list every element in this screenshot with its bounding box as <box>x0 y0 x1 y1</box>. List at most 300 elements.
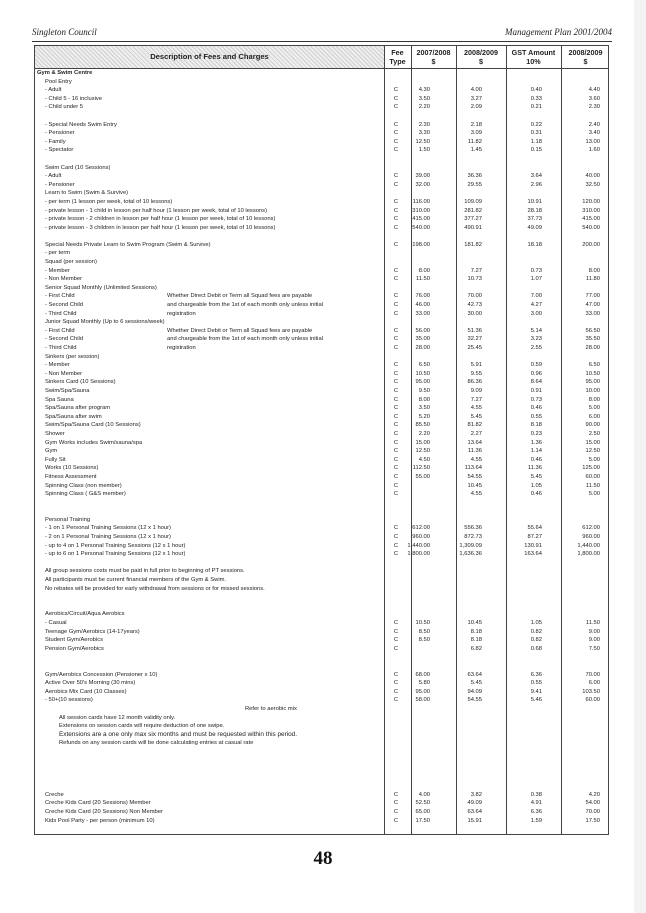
table-row <box>35 301 608 310</box>
row-2008-2009: 12.50 <box>585 448 600 455</box>
page-edge-shadow <box>634 0 646 913</box>
row-2007-2008: 15.00 <box>415 439 430 446</box>
row-2008-2009-exgst: 4.55 <box>470 405 482 412</box>
row-2008-2009-exgst: 5.91 <box>470 362 482 369</box>
row-2008-2009: 60.00 <box>585 697 600 704</box>
row-2007-2008: 198.00 <box>412 241 430 248</box>
row-fee-type: C <box>393 448 399 455</box>
table-row <box>35 456 608 465</box>
row-gst-amount: 6.36 <box>530 809 542 816</box>
row-fee-type: C <box>393 87 399 94</box>
row-fee-type: C <box>393 542 399 549</box>
row-2007-2008: 960.00 <box>412 534 430 541</box>
table-row <box>35 292 608 301</box>
row-2008-2009-exgst: 13.64 <box>467 439 482 446</box>
row-2008-2009-exgst: 2.27 <box>470 430 482 437</box>
table-row <box>35 464 608 473</box>
row-2007-2008: 2.20 <box>418 430 430 437</box>
row-description: - 2 on 1 Personal Training Sessions (12 x 1 hour) <box>45 534 171 541</box>
row-2008-2009: 3.60 <box>588 95 600 102</box>
row-fee-type: C <box>393 697 399 704</box>
row-description: Senior Squad Monthly (Unlimited Sessions) <box>45 284 157 291</box>
row-description: - Non Member <box>45 276 83 283</box>
row-gst-amount: 163.64 <box>524 551 542 558</box>
table-row <box>35 499 608 508</box>
row-description: All session cards have 12 month validity only. <box>59 714 176 721</box>
row-description: Spa Sauna <box>45 396 74 403</box>
row-fee-type: C <box>393 637 399 644</box>
table-row <box>35 138 608 147</box>
row-2008-2009: 960.00 <box>582 534 600 541</box>
row-fee-type: C <box>393 138 399 145</box>
table-row <box>35 662 608 671</box>
row-gst-amount: 7.00 <box>530 293 542 300</box>
row-2007-2008: 5.20 <box>418 413 430 420</box>
row-2008-2009: 1,800.00 <box>577 551 600 558</box>
table-row <box>35 396 608 405</box>
row-fee-type: C <box>393 551 399 558</box>
row-2008-2009: 8.00 <box>588 396 600 403</box>
table-row <box>35 653 608 662</box>
row-fee-type: C <box>393 525 399 532</box>
row-description: - up to 6 on 1 Personal Training Sessions (12 x 1 hour) <box>45 551 186 558</box>
row-description: Personal Training <box>45 516 91 523</box>
row-2008-2009: 40.00 <box>585 173 600 180</box>
row-2008-2009-exgst: 7.27 <box>470 267 482 274</box>
row-fee-type: C <box>393 241 399 248</box>
col-header-y3-l2: $ <box>583 57 588 66</box>
row-2008-2009: 15.00 <box>585 439 600 446</box>
row-description: - Child 5 - 16 inclusive <box>45 95 103 102</box>
row-fee-type: C <box>393 336 399 343</box>
col-header-gst-l2: 10% <box>526 57 541 66</box>
row-2008-2009-exgst: 3.09 <box>470 130 482 137</box>
row-2008-2009-exgst: 2.18 <box>470 121 482 128</box>
row-2008-2009: 32.50 <box>585 181 600 188</box>
row-2007-2008: 85.50 <box>415 422 430 429</box>
row-2008-2009-exgst: 2.09 <box>470 104 482 111</box>
row-gst-amount: 0.23 <box>530 430 542 437</box>
row-gst-amount: 11.36 <box>527 465 542 472</box>
row-description: Learn to Swim (Swim & Survive) <box>45 190 129 197</box>
col-header-y3-l1: 2008/2009 <box>568 48 603 57</box>
col-header-fee-type <box>384 48 411 66</box>
row-2008-2009: 2.30 <box>588 104 600 111</box>
table-row <box>35 249 608 258</box>
row-description: - Second Child <box>45 302 84 309</box>
row-2007-2008: 68.00 <box>415 671 430 678</box>
row-gst-amount: 0.55 <box>530 680 542 687</box>
row-fee-type: C <box>393 345 399 351</box>
row-2007-2008: 10.50 <box>415 370 430 377</box>
table-row <box>35 714 608 723</box>
row-fee-type: C <box>393 267 399 274</box>
row-description: All participants must be current financial members of the Gym & Swim. <box>45 577 227 584</box>
row-fee-type: C <box>393 422 399 429</box>
table-row <box>35 576 608 585</box>
row-gst-amount: 3.00 <box>530 310 542 317</box>
row-fee-type: C <box>393 465 399 472</box>
table-row <box>35 181 608 190</box>
row-description: Aerobics Mix Card (10 Classes) <box>45 688 127 695</box>
row-description: - Family <box>45 138 66 145</box>
row-2008-2009: 540.00 <box>582 224 600 231</box>
row-2008-2009: 33.00 <box>585 310 600 317</box>
table-row <box>35 370 608 379</box>
row-2008-2009-exgst: 109.09 <box>464 198 482 205</box>
row-fee-type: C <box>393 302 399 309</box>
row-2008-2009-exgst: 4.55 <box>470 491 482 498</box>
row-2008-2009-exgst: 490.91 <box>464 224 482 231</box>
row-gst-amount: 3.64 <box>530 173 542 180</box>
row-2008-2009: 120.00 <box>582 198 600 205</box>
table-row <box>35 164 608 173</box>
row-2007-2008: 55.00 <box>415 473 430 480</box>
row-fee-type: C <box>393 482 399 489</box>
table-row <box>35 112 608 121</box>
table-row <box>35 533 608 542</box>
row-fee-type: C <box>393 293 399 300</box>
row-description: Swim/Spa/Sauna Card (10 Sessions) <box>45 422 141 429</box>
row-2007-2008: 415.00 <box>412 216 430 223</box>
row-2008-2009-exgst: 377.27 <box>464 216 482 223</box>
row-2008-2009-exgst: 25.45 <box>467 345 482 351</box>
row-2008-2009-exgst: 63.64 <box>467 671 482 678</box>
row-note: and chargeable from the 1st of each month only unless initial <box>167 302 323 309</box>
row-note: registration <box>167 345 196 351</box>
table-row <box>35 439 608 448</box>
row-description: Swim/Spa/Sauna <box>45 387 90 394</box>
council-name: Singleton Council <box>32 27 97 37</box>
table-row <box>35 559 608 568</box>
row-2007-2008: 2.30 <box>418 121 430 128</box>
table-row <box>35 275 608 284</box>
table-row <box>35 774 608 783</box>
row-fee-type: C <box>393 147 399 154</box>
table-row <box>35 808 608 817</box>
row-2007-2008: 3.50 <box>418 405 430 412</box>
row-description: Sinkers Card (10 Sessions) <box>45 379 116 386</box>
row-2007-2008: 116.00 <box>412 198 430 205</box>
row-gst-amount: 2.55 <box>530 345 542 351</box>
row-fee-type: C <box>393 473 399 480</box>
row-2007-2008: 76.00 <box>415 293 430 300</box>
row-2007-2008: 52.50 <box>415 800 430 807</box>
fees-table <box>34 45 609 835</box>
row-2008-2009: 10.50 <box>585 370 600 377</box>
row-fee-type: C <box>393 370 399 377</box>
row-description: - Special Needs Swim Entry <box>45 121 117 128</box>
row-2008-2009-exgst: 5.45 <box>470 680 482 687</box>
col-header-fee-type-l1: Fee <box>391 48 404 57</box>
row-description: Shower <box>45 430 65 437</box>
row-gst-amount: 4.91 <box>530 800 542 807</box>
row-2008-2009: 6.50 <box>588 362 600 369</box>
row-2007-2008: 95.00 <box>415 688 430 695</box>
row-description: - Pensioner <box>45 181 75 188</box>
row-gst-amount: 37.73 <box>527 216 542 223</box>
row-description: Creche Kids Card (20 Sessions) Non Member <box>45 809 163 816</box>
row-fee-type: C <box>393 95 399 102</box>
table-row <box>35 95 608 104</box>
row-2007-2008: 12.50 <box>415 138 430 145</box>
row-2008-2009: 5.00 <box>588 491 600 498</box>
row-2007-2008: 1,800.00 <box>407 551 430 558</box>
row-description: Swim Card (10 Sessions) <box>45 164 111 171</box>
table-row <box>35 696 608 705</box>
row-fee-type: C <box>393 121 399 128</box>
row-fee-type: C <box>393 310 399 317</box>
row-2008-2009: 54.00 <box>585 800 600 807</box>
table-row <box>35 353 608 362</box>
row-description: Teenage Gym/Aerobics (14-17years) <box>45 628 140 635</box>
row-2008-2009-exgst: 6.82 <box>470 645 482 652</box>
row-gst-amount: 0.22 <box>530 121 542 128</box>
table-row <box>35 344 608 353</box>
row-gst-amount: 2.96 <box>530 181 542 188</box>
row-description: Junior Squad Monthly (Up to 6 sessions/week) <box>45 319 165 326</box>
table-row <box>35 404 608 413</box>
col-header-y2-l1: 2008/2009 <box>464 48 498 57</box>
row-description: - First Child <box>45 327 75 334</box>
row-2008-2009-exgst: 3.27 <box>470 95 482 102</box>
row-description: - 50+(10 sessions) <box>45 697 93 704</box>
row-description: Gym Works includes Swim/sauna/spa <box>45 439 143 446</box>
row-2008-2009-exgst: 30.00 <box>467 310 482 317</box>
table-row <box>35 378 608 387</box>
row-description: - Non Member <box>45 370 83 377</box>
row-description: Spinning Class (non member) <box>45 482 122 489</box>
row-2008-2009-exgst: 11.82 <box>467 138 482 145</box>
row-fee-type: C <box>393 439 399 446</box>
row-2008-2009: 11.50 <box>585 620 600 626</box>
table-row <box>35 310 608 319</box>
row-2008-2009-exgst: 15.91 <box>467 817 482 824</box>
row-2008-2009: 6.00 <box>588 413 600 420</box>
row-2007-2008: 8.50 <box>418 628 430 635</box>
row-2008-2009-exgst: 54.55 <box>467 473 482 480</box>
row-2008-2009-exgst: 10.45 <box>467 482 482 489</box>
table-row <box>35 739 608 748</box>
row-2008-2009-exgst: 10.73 <box>467 276 482 283</box>
table-row <box>35 335 608 344</box>
row-2007-2008: 9.50 <box>418 387 430 394</box>
row-2008-2009: 77.00 <box>585 293 600 300</box>
row-gst-amount: 0.82 <box>530 628 542 635</box>
row-gst-amount: 0.46 <box>530 405 542 412</box>
row-2008-2009: 2.50 <box>588 430 600 437</box>
row-description: - Second Child <box>45 336 84 343</box>
table-row <box>35 567 608 576</box>
row-gst-amount: 8.64 <box>530 379 542 386</box>
col-header-2008-2009 <box>561 48 610 66</box>
row-gst-amount: 0.46 <box>530 491 542 498</box>
row-2007-2008: 1,440.00 <box>407 542 430 549</box>
table-row <box>35 430 608 439</box>
table-row <box>35 731 608 740</box>
table-row <box>35 86 608 95</box>
row-2008-2009: 56.50 <box>585 327 600 334</box>
table-row <box>35 671 608 680</box>
table-row <box>35 645 608 654</box>
row-description: - Adult <box>45 87 62 94</box>
row-2007-2008: 6.50 <box>418 362 430 369</box>
row-2007-2008: 3.30 <box>418 130 430 137</box>
row-gst-amount: 0.73 <box>530 267 542 274</box>
row-description: Student Gym/Aerobics <box>45 637 103 644</box>
table-row <box>35 791 608 800</box>
row-description: Pool Entry <box>45 78 72 85</box>
row-gst-amount: 55.64 <box>527 525 542 532</box>
table-row <box>35 318 608 327</box>
row-2008-2009-exgst: 81.82 <box>467 422 482 429</box>
row-2008-2009: 70.00 <box>585 809 600 816</box>
row-gst-amount: 0.31 <box>530 130 542 137</box>
row-gst-amount: 0.33 <box>530 95 542 102</box>
row-fee-type: C <box>393 430 399 437</box>
table-row <box>35 129 608 138</box>
table-row <box>35 361 608 370</box>
row-gst-amount: 0.15 <box>530 147 542 154</box>
row-gst-amount: 0.59 <box>530 362 542 369</box>
row-gst-amount: 5.45 <box>530 473 542 480</box>
row-gst-amount: 10.91 <box>527 198 542 205</box>
row-2008-2009-exgst: 32.27 <box>467 336 482 343</box>
row-2008-2009-exgst: 51.36 <box>467 327 482 334</box>
row-fee-type: C <box>393 276 399 283</box>
row-2008-2009: 612.00 <box>582 525 600 532</box>
table-row <box>35 146 608 155</box>
row-2008-2009: 47.00 <box>585 302 600 309</box>
row-description: - First Child <box>45 293 75 300</box>
row-2008-2009: 90.00 <box>585 422 600 429</box>
row-2008-2009: 3.40 <box>588 130 600 137</box>
row-description: All group sessions costs must be paid in full prior to beginning of PT sessions. <box>45 568 245 575</box>
row-gst-amount: 130.91 <box>524 542 542 549</box>
row-2008-2009-exgst: 3.82 <box>470 791 482 798</box>
row-2007-2008: 11.50 <box>415 276 430 283</box>
row-2008-2009: 95.00 <box>585 379 600 386</box>
row-2008-2009-exgst: 29.55 <box>467 181 482 188</box>
row-2007-2008: 4.00 <box>418 791 430 798</box>
row-gst-amount: 0.38 <box>530 791 542 798</box>
table-row <box>35 327 608 336</box>
row-description: - per term (1 lesson per week, total of 10 lessons) <box>45 198 173 205</box>
table-row <box>35 688 608 697</box>
row-description: - Adult <box>45 173 62 180</box>
row-2008-2009: 60.00 <box>585 473 600 480</box>
table-row <box>35 413 608 422</box>
row-description: Creche Kids Card (20 Sessions) Member <box>45 800 151 807</box>
table-row <box>35 817 608 826</box>
row-gst-amount: 18.18 <box>527 241 542 248</box>
row-description: - Pensioner <box>45 130 75 137</box>
row-fee-type: C <box>393 224 399 231</box>
row-2008-2009: 200.00 <box>582 241 600 248</box>
row-2008-2009: 35.50 <box>585 336 600 343</box>
row-fee-type: C <box>393 688 399 695</box>
table-row <box>35 636 608 645</box>
row-description: Pension Gym/Aerobics <box>45 645 104 652</box>
row-fee-type: C <box>393 456 399 463</box>
table-row <box>35 705 608 714</box>
row-description: - Child under 5 <box>45 104 84 111</box>
row-fee-type: C <box>393 104 399 111</box>
row-2008-2009-exgst: 1.45 <box>470 147 482 154</box>
row-2007-2008: 65.00 <box>415 809 430 816</box>
row-2008-2009: 28.00 <box>585 345 600 351</box>
row-2008-2009: 10.00 <box>585 387 600 394</box>
row-note: Whether Direct Debit or Term all Squad fees are payable <box>167 327 313 334</box>
row-gst-amount: 0.55 <box>530 413 542 420</box>
table-row <box>35 602 608 611</box>
table-row <box>35 757 608 766</box>
row-2008-2009: 5.00 <box>588 456 600 463</box>
row-gst-amount: 28.18 <box>527 207 542 214</box>
row-gst-amount: 0.91 <box>530 387 542 394</box>
row-description: Gym & Swim Centre <box>37 70 93 76</box>
row-gst-amount: 4.27 <box>530 302 542 309</box>
row-gst-amount: 0.82 <box>530 637 542 644</box>
row-gst-amount: 0.21 <box>530 104 542 111</box>
row-2008-2009: 9.00 <box>588 628 600 635</box>
row-2007-2008: 4.50 <box>418 456 430 463</box>
table-row <box>35 679 608 688</box>
row-fee-type: C <box>393 534 399 541</box>
row-fee-type: C <box>393 198 399 205</box>
table-row <box>35 421 608 430</box>
row-2008-2009: 1,440.00 <box>577 542 600 549</box>
page-header <box>32 27 612 42</box>
table-row <box>35 473 608 482</box>
table-body <box>35 69 608 825</box>
table-row <box>35 241 608 250</box>
row-2008-2009: 17.50 <box>585 817 600 824</box>
row-fee-type: C <box>393 671 399 678</box>
row-2008-2009-exgst: 9.09 <box>470 387 482 394</box>
col-header-y2-l2: $ <box>479 57 483 66</box>
row-2008-2009-exgst: 70.00 <box>467 293 482 300</box>
col-header-description: Description of Fees and Charges <box>150 52 269 61</box>
row-description: No rebates will be provided for early withdrawal from sessions or for missed sessions. <box>45 585 265 592</box>
row-2007-2008: 32.00 <box>415 181 430 188</box>
row-2008-2009: 9.00 <box>588 637 600 644</box>
table-row <box>35 507 608 516</box>
col-header-gst <box>506 48 561 66</box>
row-2007-2008: 35.00 <box>415 336 430 343</box>
row-2008-2009-exgst: 1,636.36 <box>459 551 482 558</box>
row-2007-2008: 8.50 <box>418 637 430 644</box>
row-description: - private lesson - 1 child in lesson per half hour (1 lesson per week, total of 10 lessons) <box>45 207 268 214</box>
row-description: Gym/Aerobics Concession (Pensioner x 10) <box>45 671 158 678</box>
row-fee-type: C <box>393 680 399 687</box>
row-2007-2008: 1.50 <box>418 147 430 154</box>
row-description: - Third Child <box>45 345 77 351</box>
row-2008-2009-exgst: 86.36 <box>467 379 482 386</box>
table-row <box>35 765 608 774</box>
row-description: - private lesson - 2 children in lesson per half hour (1 lesson per week, total of 10 lessons) <box>45 216 276 223</box>
row-2008-2009-exgst: 10.45 <box>467 620 482 626</box>
row-2008-2009: 4.40 <box>588 87 600 94</box>
row-gst-amount: 0.73 <box>530 396 542 403</box>
row-fee-type: C <box>393 216 399 223</box>
row-2008-2009-exgst: 1,309.09 <box>459 542 482 549</box>
row-2007-2008: 17.50 <box>415 817 430 824</box>
row-2007-2008: 33.00 <box>415 310 430 317</box>
row-fee-type: C <box>393 387 399 394</box>
col-header-gst-l1: GST Amount <box>511 48 556 57</box>
row-2008-2009-exgst: 872.73 <box>464 534 482 541</box>
